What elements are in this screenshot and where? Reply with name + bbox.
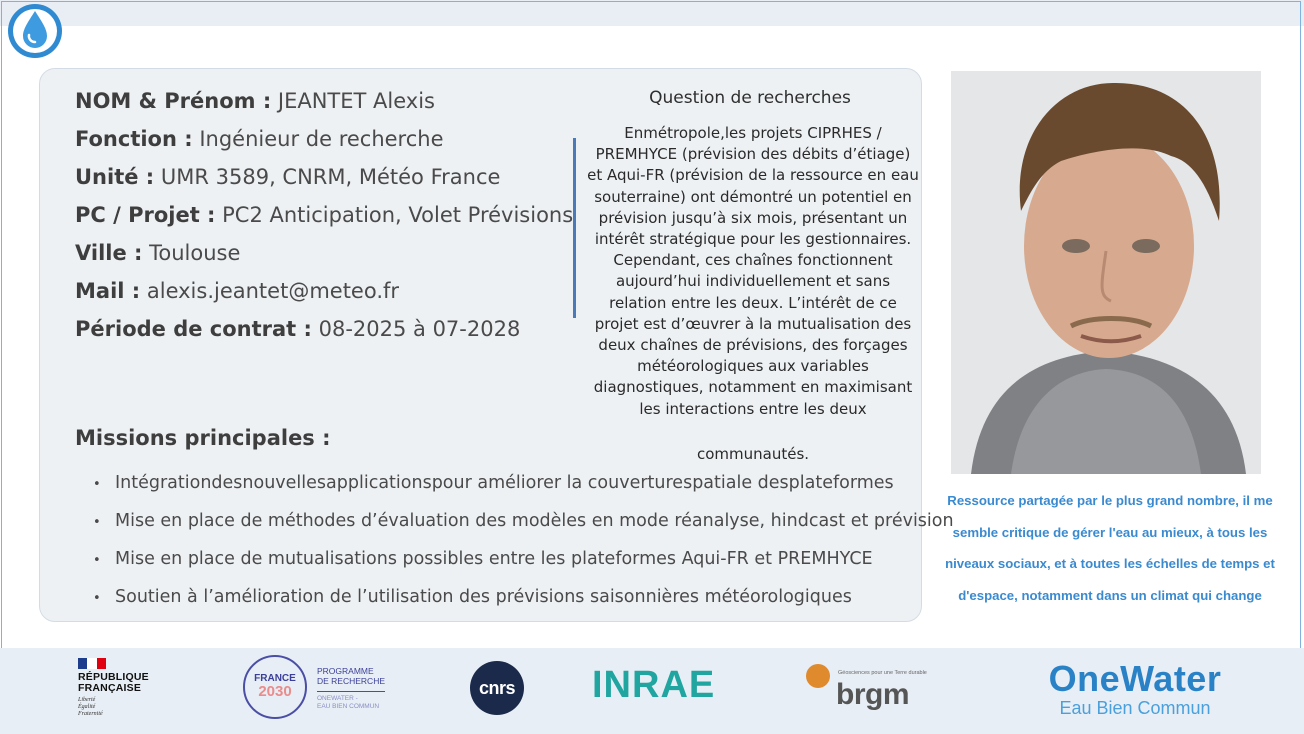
name-row xyxy=(75,82,573,120)
onewater-logo xyxy=(1030,660,1240,718)
france-word: FRANCE xyxy=(254,673,296,684)
research-text-end: communautés. xyxy=(696,445,810,463)
brgm-circle-icon xyxy=(806,664,830,688)
french-flag-icon xyxy=(78,658,106,669)
republique-francaise-logo xyxy=(78,658,168,724)
bullet-icon: • xyxy=(93,553,101,568)
mission-text: Mise en place de mutualisations possibles entre les plateformes Aqui-FR et PREMHYCE xyxy=(115,549,873,569)
function-row xyxy=(75,120,573,158)
function-label: Fonction : xyxy=(75,127,193,151)
mission-item xyxy=(93,508,954,546)
rf-motto1: Liberté xyxy=(78,697,96,703)
missions-title: Missions principales : xyxy=(75,426,331,450)
top-bar xyxy=(0,0,1304,26)
city-label: Ville : xyxy=(75,241,143,265)
city-value: Toulouse xyxy=(142,241,241,265)
onewater-title: OneWater xyxy=(1048,658,1222,699)
prog-line2: DE RECHERCHE xyxy=(317,676,386,686)
bullet-icon: • xyxy=(93,515,101,530)
profile-info xyxy=(75,82,573,348)
portrait-photo xyxy=(951,71,1261,474)
unit-label: Unité : xyxy=(75,165,155,189)
bullet-icon: • xyxy=(93,477,101,492)
mission-item xyxy=(93,546,954,584)
mail-row xyxy=(75,272,573,310)
france-2030-badge xyxy=(243,655,307,719)
research-divider xyxy=(573,138,576,318)
name-label: NOM & Prénom : xyxy=(75,89,272,113)
water-drop-icon xyxy=(6,2,64,60)
mail-label: Mail : xyxy=(75,279,141,303)
mission-text: Mise en place de méthodes d’évaluation des modèles en mode réanalyse, hindcast et prévision xyxy=(115,511,954,531)
prog-sub1: ONEWATER - xyxy=(317,695,358,702)
prog-divider xyxy=(317,691,385,692)
rf-motto3: Fraternité xyxy=(78,711,103,717)
onewater-subtitle: Eau Bien Commun xyxy=(1059,698,1211,718)
name-value: JEANTET Alexis xyxy=(271,89,435,113)
unit-value: UMR 3589, CNRM, Météo France xyxy=(154,165,501,189)
rf-motto2: Égalité xyxy=(78,704,96,710)
mission-item xyxy=(93,584,954,622)
contract-row xyxy=(75,310,573,348)
brgm-logo xyxy=(806,662,966,722)
portrait-illustration xyxy=(951,71,1261,474)
city-row xyxy=(75,234,573,272)
rf-line1: RÉPUBLIQUE xyxy=(78,671,149,683)
function-value: Ingénieur de recherche xyxy=(192,127,444,151)
project-value: PC2 Anticipation, Volet Prévisions xyxy=(215,203,574,227)
france-2030-logo xyxy=(243,655,393,725)
contract-value: 08-2025 à 07-2028 xyxy=(311,317,521,341)
brgm-name: brgm xyxy=(836,678,909,711)
mission-text: Soutien à l’amélioration de l’utilisation des prévisions saisonnières météorologiques xyxy=(115,587,852,607)
cnrs-logo: cnrs xyxy=(470,661,524,715)
mission-item xyxy=(93,470,954,508)
contract-label: Période de contrat : xyxy=(75,317,312,341)
france-year: 2030 xyxy=(258,683,292,700)
motivation-quote: Ressource partagée par le plus grand nombre, il me semble critique de gérer l'eau au mieux, à tous les niveaux sociaux, et à toutes les échelles de temps et d'espace, notamment dans un climat qui change xyxy=(945,493,1275,603)
inrae-logo: INRAE xyxy=(592,664,716,706)
mail-link[interactable]: alexis.jeantet@meteo.fr xyxy=(140,279,400,303)
project-row xyxy=(75,196,573,234)
research-text: Enmétropole,les projets CIPRHES / PREMHYCE (prévision des débits d’étiage) et Aqui-FR (prévision de la ressource en eau souterraine) ont démontré un potentiel en prévision jusqu’à six mois, présentant un intérêt stratégique pour les gestionnaires. Cependant, ces chaînes fonctionnent aujourd’hui individuellement et sans relation entre les deux. L’intérêt de ce projet est d’œuvrer à la mutualisation des deux chaînes de prévisions, des forçages météorologiques aux variables diagnostiques, notamment en maximisant les interactions entre les deux xyxy=(587,124,919,418)
mission-text: Intégrationdesnouvellesapplicationspour améliorer la couverturespatiale desplateformes xyxy=(115,473,894,493)
rf-line2: FRANÇAISE xyxy=(78,682,142,694)
project-label: PC / Projet : xyxy=(75,203,216,227)
unit-row xyxy=(75,158,573,196)
research-title: Question de recherches xyxy=(649,88,851,108)
brgm-tagline: Géosciences pour une Terre durable xyxy=(838,670,927,676)
missions-list xyxy=(93,470,954,622)
bullet-icon: • xyxy=(93,591,101,606)
prog-sub2: EAU BIEN COMMUN xyxy=(317,703,380,710)
prog-line1: PROGRAMME xyxy=(317,666,374,676)
